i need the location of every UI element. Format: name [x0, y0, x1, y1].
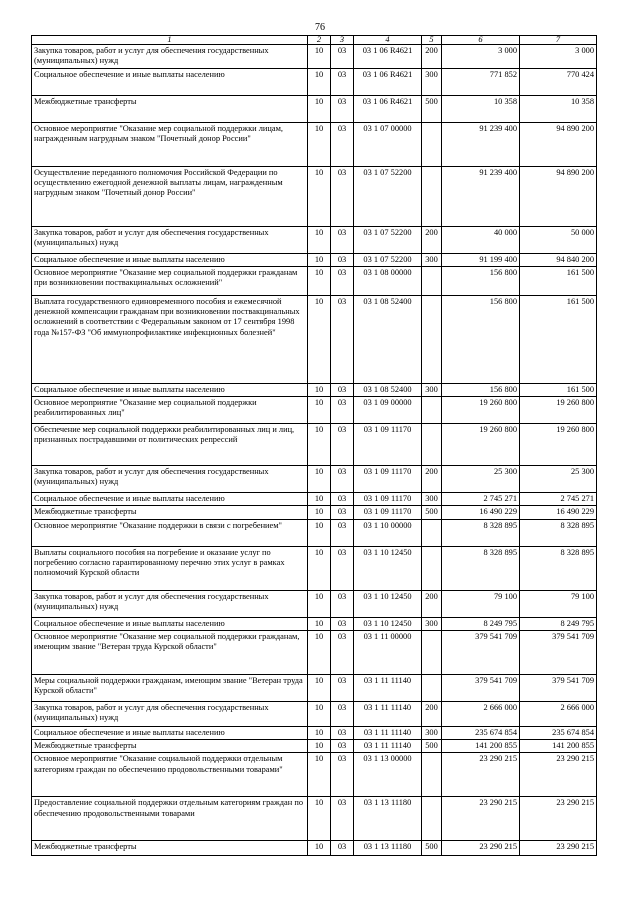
row-name: Осуществление переданного полномочия Российской Федерации по осуществлению ежегодной денежной выплаты лицам, награжденным нагрудным знаком "Почетный донор России": [32, 166, 308, 226]
row-amount-year2: 770 424: [520, 68, 597, 95]
row-amount-year2: 25 300: [520, 466, 597, 493]
row-target-code: 03 1 07 52200: [354, 226, 422, 253]
row-target-code: 03 1 09 11170: [354, 493, 422, 506]
row-amount-year2: 8 328 895: [520, 519, 597, 546]
row-name: Социальное обеспечение и иные выплаты населению: [32, 493, 308, 506]
row-subsection: 03: [331, 740, 354, 753]
row-amount-year1: 19 260 800: [442, 424, 520, 466]
table-row: [32, 68, 597, 95]
row-target-code: 03 1 11 00000: [354, 630, 422, 674]
row-amount-year2: 161 500: [520, 383, 597, 396]
row-amount-year1: 79 100: [442, 590, 520, 617]
row-expense-type: 200: [422, 590, 442, 617]
row-name: Закупка товаров, работ и услуг для обеспечения государственных (муниципальных) нужд: [32, 45, 308, 69]
table-row: [32, 546, 597, 590]
row-section: 10: [308, 45, 331, 69]
row-name: Межбюджетные трансферты: [32, 841, 308, 856]
row-expense-type: 200: [422, 701, 442, 726]
row-amount-year2: 94 890 200: [520, 166, 597, 226]
row-name: Межбюджетные трансферты: [32, 95, 308, 122]
row-amount-year2: 379 541 709: [520, 674, 597, 701]
row-subsection: 03: [331, 45, 354, 69]
row-amount-year2: 19 260 800: [520, 424, 597, 466]
row-target-code: 03 1 07 00000: [354, 122, 422, 166]
row-section: 10: [308, 266, 331, 295]
row-subsection: 03: [331, 519, 354, 546]
row-section: 10: [308, 506, 331, 519]
row-target-code: 03 1 09 00000: [354, 397, 422, 424]
table-row: [32, 740, 597, 753]
row-section: 10: [308, 841, 331, 856]
row-subsection: 03: [331, 493, 354, 506]
column-number-row: [32, 36, 597, 45]
row-target-code: 03 1 09 11170: [354, 506, 422, 519]
row-subsection: 03: [331, 617, 354, 630]
table-row: [32, 383, 597, 396]
table-row: [32, 424, 597, 466]
row-amount-year2: 2 666 000: [520, 701, 597, 726]
row-subsection: 03: [331, 546, 354, 590]
table-row: [32, 397, 597, 424]
row-expense-type: 500: [422, 506, 442, 519]
row-amount-year2: 379 541 709: [520, 630, 597, 674]
row-target-code: 03 1 09 11170: [354, 466, 422, 493]
row-amount-year1: 40 000: [442, 226, 520, 253]
table-row: [32, 95, 597, 122]
row-amount-year1: 25 300: [442, 466, 520, 493]
row-target-code: 03 1 06 R4621: [354, 45, 422, 69]
row-expense-type: [422, 546, 442, 590]
row-amount-year2: 8 249 795: [520, 617, 597, 630]
row-amount-year1: 8 328 895: [442, 546, 520, 590]
column-header-4: 4: [354, 36, 422, 45]
row-subsection: 03: [331, 590, 354, 617]
row-section: 10: [308, 466, 331, 493]
row-amount-year1: 379 541 709: [442, 674, 520, 701]
table-row: [32, 519, 597, 546]
table-row: [32, 122, 597, 166]
row-expense-type: 300: [422, 617, 442, 630]
row-amount-year2: 23 290 215: [520, 797, 597, 841]
row-subsection: 03: [331, 797, 354, 841]
row-expense-type: 300: [422, 253, 442, 266]
row-name: Закупка товаров, работ и услуг для обеспечения государственных (муниципальных) нужд: [32, 226, 308, 253]
row-section: 10: [308, 753, 331, 797]
column-header-7: 7: [520, 36, 597, 45]
row-target-code: 03 1 07 52200: [354, 253, 422, 266]
row-amount-year1: 91 199 400: [442, 253, 520, 266]
row-section: 10: [308, 493, 331, 506]
row-target-code: 03 1 13 11180: [354, 841, 422, 856]
row-name: Закупка товаров, работ и услуг для обеспечения государственных (муниципальных) нужд: [32, 590, 308, 617]
row-amount-year2: 10 358: [520, 95, 597, 122]
table-row: [32, 226, 597, 253]
row-expense-type: 200: [422, 466, 442, 493]
row-name: Основное мероприятие "Оказание мер социальной поддержки реабилитированных лиц": [32, 397, 308, 424]
row-name: Межбюджетные трансферты: [32, 506, 308, 519]
row-name: Основное мероприятие "Оказание социальной поддержки отдельным категориям граждан по обеспечению продовольственными товарами": [32, 753, 308, 797]
row-name: Межбюджетные трансферты: [32, 740, 308, 753]
row-section: 10: [308, 546, 331, 590]
row-section: 10: [308, 424, 331, 466]
row-section: 10: [308, 590, 331, 617]
row-amount-year1: 3 000: [442, 45, 520, 69]
row-section: 10: [308, 122, 331, 166]
row-subsection: 03: [331, 466, 354, 493]
row-amount-year1: 156 800: [442, 295, 520, 383]
row-amount-year2: 16 490 229: [520, 506, 597, 519]
row-amount-year1: 19 260 800: [442, 397, 520, 424]
row-expense-type: [422, 797, 442, 841]
row-expense-type: [422, 753, 442, 797]
row-amount-year1: 91 239 400: [442, 166, 520, 226]
row-name: Социальное обеспечение и иные выплаты населению: [32, 617, 308, 630]
row-name: Обеспечение мер социальной поддержки реабилитированных лиц и лиц, признанных пострадавшими от политических репрессий: [32, 424, 308, 466]
row-section: 10: [308, 95, 331, 122]
row-name: Выплаты социального пособия на погребение и оказание услуг по погребению согласно гарантированному перечню этих услуг в рамках полномочий Курской области: [32, 546, 308, 590]
row-name: Социальное обеспечение и иные выплаты населению: [32, 383, 308, 396]
table-row: [32, 753, 597, 797]
row-expense-type: 300: [422, 383, 442, 396]
row-amount-year1: 235 674 854: [442, 726, 520, 739]
row-name: Закупка товаров, работ и услуг для обеспечения государственных (муниципальных) нужд: [32, 701, 308, 726]
row-subsection: 03: [331, 726, 354, 739]
row-amount-year1: 379 541 709: [442, 630, 520, 674]
row-target-code: 03 1 13 00000: [354, 753, 422, 797]
row-amount-year2: 161 500: [520, 295, 597, 383]
table-row: [32, 493, 597, 506]
row-target-code: 03 1 08 52400: [354, 383, 422, 396]
row-subsection: 03: [331, 95, 354, 122]
row-subsection: 03: [331, 701, 354, 726]
row-expense-type: 500: [422, 841, 442, 856]
table-row: [32, 166, 597, 226]
table-row: [32, 797, 597, 841]
column-header-1: 1: [32, 36, 308, 45]
table-row: [32, 630, 597, 674]
row-amount-year2: 94 890 200: [520, 122, 597, 166]
row-expense-type: [422, 630, 442, 674]
row-name: Основное мероприятие "Оказание мер социальной поддержки гражданам при возникновении поствакцинальных осложнений": [32, 266, 308, 295]
row-amount-year2: 23 290 215: [520, 753, 597, 797]
row-name: Выплата государственного единовременного пособия и ежемесячной денежной компенсации гражданам при возникновении поствакцинальных осложнений в соответствии с Федеральным законом от 17 сентября 1998 года №157-ФЗ "Об иммунопрофилактике инфекционных болезней": [32, 295, 308, 383]
row-expense-type: 300: [422, 493, 442, 506]
row-section: 10: [308, 397, 331, 424]
row-subsection: 03: [331, 424, 354, 466]
row-expense-type: [422, 519, 442, 546]
row-name: Социальное обеспечение и иные выплаты населению: [32, 253, 308, 266]
row-subsection: 03: [331, 266, 354, 295]
row-amount-year2: 8 328 895: [520, 546, 597, 590]
row-section: 10: [308, 797, 331, 841]
row-section: 10: [308, 617, 331, 630]
row-target-code: 03 1 11 11140: [354, 726, 422, 739]
row-section: 10: [308, 630, 331, 674]
row-expense-type: 300: [422, 68, 442, 95]
row-target-code: 03 1 08 52400: [354, 295, 422, 383]
row-subsection: 03: [331, 753, 354, 797]
row-section: 10: [308, 68, 331, 95]
row-section: 10: [308, 253, 331, 266]
row-amount-year1: 8 249 795: [442, 617, 520, 630]
row-target-code: 03 1 13 11180: [354, 797, 422, 841]
row-amount-year2: 79 100: [520, 590, 597, 617]
row-amount-year1: 156 800: [442, 266, 520, 295]
row-name: Основное мероприятие "Оказание мер социальной поддержки лицам, награжденным нагрудным знаком "Почетный донор России": [32, 122, 308, 166]
column-header-3: 3: [331, 36, 354, 45]
row-name: Социальное обеспечение и иные выплаты населению: [32, 726, 308, 739]
row-amount-year2: 141 200 855: [520, 740, 597, 753]
row-amount-year2: 3 000: [520, 45, 597, 69]
row-subsection: 03: [331, 383, 354, 396]
row-name: Основное мероприятие "Оказание мер социальной поддержки гражданам, имеющим звание "Ветеран труда Курской области": [32, 630, 308, 674]
column-header-5: 5: [422, 36, 442, 45]
row-target-code: 03 1 09 11170: [354, 424, 422, 466]
row-amount-year1: 23 290 215: [442, 753, 520, 797]
row-amount-year2: 161 500: [520, 266, 597, 295]
row-expense-type: 500: [422, 740, 442, 753]
row-expense-type: [422, 674, 442, 701]
row-expense-type: [422, 397, 442, 424]
row-amount-year1: 10 358: [442, 95, 520, 122]
budget-table: [31, 35, 597, 856]
row-expense-type: 500: [422, 95, 442, 122]
row-target-code: 03 1 11 11140: [354, 740, 422, 753]
table-row: [32, 253, 597, 266]
row-expense-type: [422, 295, 442, 383]
row-target-code: 03 1 11 11140: [354, 701, 422, 726]
row-section: 10: [308, 674, 331, 701]
row-target-code: 03 1 10 12450: [354, 617, 422, 630]
page-number: 76: [315, 22, 325, 33]
row-subsection: 03: [331, 226, 354, 253]
row-amount-year1: 2 745 271: [442, 493, 520, 506]
row-name: Социальное обеспечение и иные выплаты населению: [32, 68, 308, 95]
row-amount-year2: 2 745 271: [520, 493, 597, 506]
table-row: [32, 45, 597, 69]
row-subsection: 03: [331, 68, 354, 95]
row-target-code: 03 1 10 00000: [354, 519, 422, 546]
table-row: [32, 841, 597, 856]
row-subsection: 03: [331, 397, 354, 424]
column-header-2: 2: [308, 36, 331, 45]
row-subsection: 03: [331, 253, 354, 266]
row-target-code: 03 1 06 R4621: [354, 68, 422, 95]
row-subsection: 03: [331, 506, 354, 519]
table-row: [32, 674, 597, 701]
row-section: 10: [308, 740, 331, 753]
row-subsection: 03: [331, 122, 354, 166]
row-expense-type: [422, 424, 442, 466]
table-row: [32, 295, 597, 383]
row-amount-year1: 2 666 000: [442, 701, 520, 726]
table-row: [32, 466, 597, 493]
row-name: Основное мероприятие "Оказание поддержки в связи с погребением": [32, 519, 308, 546]
row-expense-type: [422, 266, 442, 295]
column-header-6: 6: [442, 36, 520, 45]
row-target-code: 03 1 10 12450: [354, 590, 422, 617]
row-amount-year1: 23 290 215: [442, 841, 520, 856]
row-amount-year1: 141 200 855: [442, 740, 520, 753]
row-subsection: 03: [331, 674, 354, 701]
row-expense-type: 200: [422, 45, 442, 69]
row-section: 10: [308, 166, 331, 226]
row-subsection: 03: [331, 295, 354, 383]
row-expense-type: 200: [422, 226, 442, 253]
row-subsection: 03: [331, 630, 354, 674]
row-amount-year1: 8 328 895: [442, 519, 520, 546]
row-target-code: 03 1 08 00000: [354, 266, 422, 295]
table-row: [32, 701, 597, 726]
table-row: [32, 726, 597, 739]
row-amount-year2: 23 290 215: [520, 841, 597, 856]
row-target-code: 03 1 11 11140: [354, 674, 422, 701]
row-amount-year1: 16 490 229: [442, 506, 520, 519]
table-row: [32, 590, 597, 617]
row-name: Закупка товаров, работ и услуг для обеспечения государственных (муниципальных) нужд: [32, 466, 308, 493]
row-amount-year1: 91 239 400: [442, 122, 520, 166]
row-subsection: 03: [331, 166, 354, 226]
row-target-code: 03 1 07 52200: [354, 166, 422, 226]
row-amount-year2: 94 840 200: [520, 253, 597, 266]
row-section: 10: [308, 383, 331, 396]
row-amount-year2: 235 674 854: [520, 726, 597, 739]
table-body: [32, 36, 597, 856]
row-amount-year1: 23 290 215: [442, 797, 520, 841]
row-target-code: 03 1 06 R4621: [354, 95, 422, 122]
row-amount-year1: 156 800: [442, 383, 520, 396]
row-name: Меры социальной поддержки гражданам, имеющим звание "Ветеран труда Курской области": [32, 674, 308, 701]
table-row: [32, 617, 597, 630]
row-section: 10: [308, 701, 331, 726]
row-amount-year1: 771 852: [442, 68, 520, 95]
row-amount-year2: 50 000: [520, 226, 597, 253]
row-expense-type: [422, 166, 442, 226]
row-section: 10: [308, 726, 331, 739]
row-expense-type: 300: [422, 726, 442, 739]
table-row: [32, 506, 597, 519]
row-target-code: 03 1 10 12450: [354, 546, 422, 590]
row-section: 10: [308, 519, 331, 546]
row-section: 10: [308, 226, 331, 253]
row-amount-year2: 19 260 800: [520, 397, 597, 424]
row-expense-type: [422, 122, 442, 166]
row-name: Предоставление социальной поддержки отдельным категориям граждан по обеспечению продовольственными товарами: [32, 797, 308, 841]
table-row: [32, 266, 597, 295]
row-section: 10: [308, 295, 331, 383]
row-subsection: 03: [331, 841, 354, 856]
